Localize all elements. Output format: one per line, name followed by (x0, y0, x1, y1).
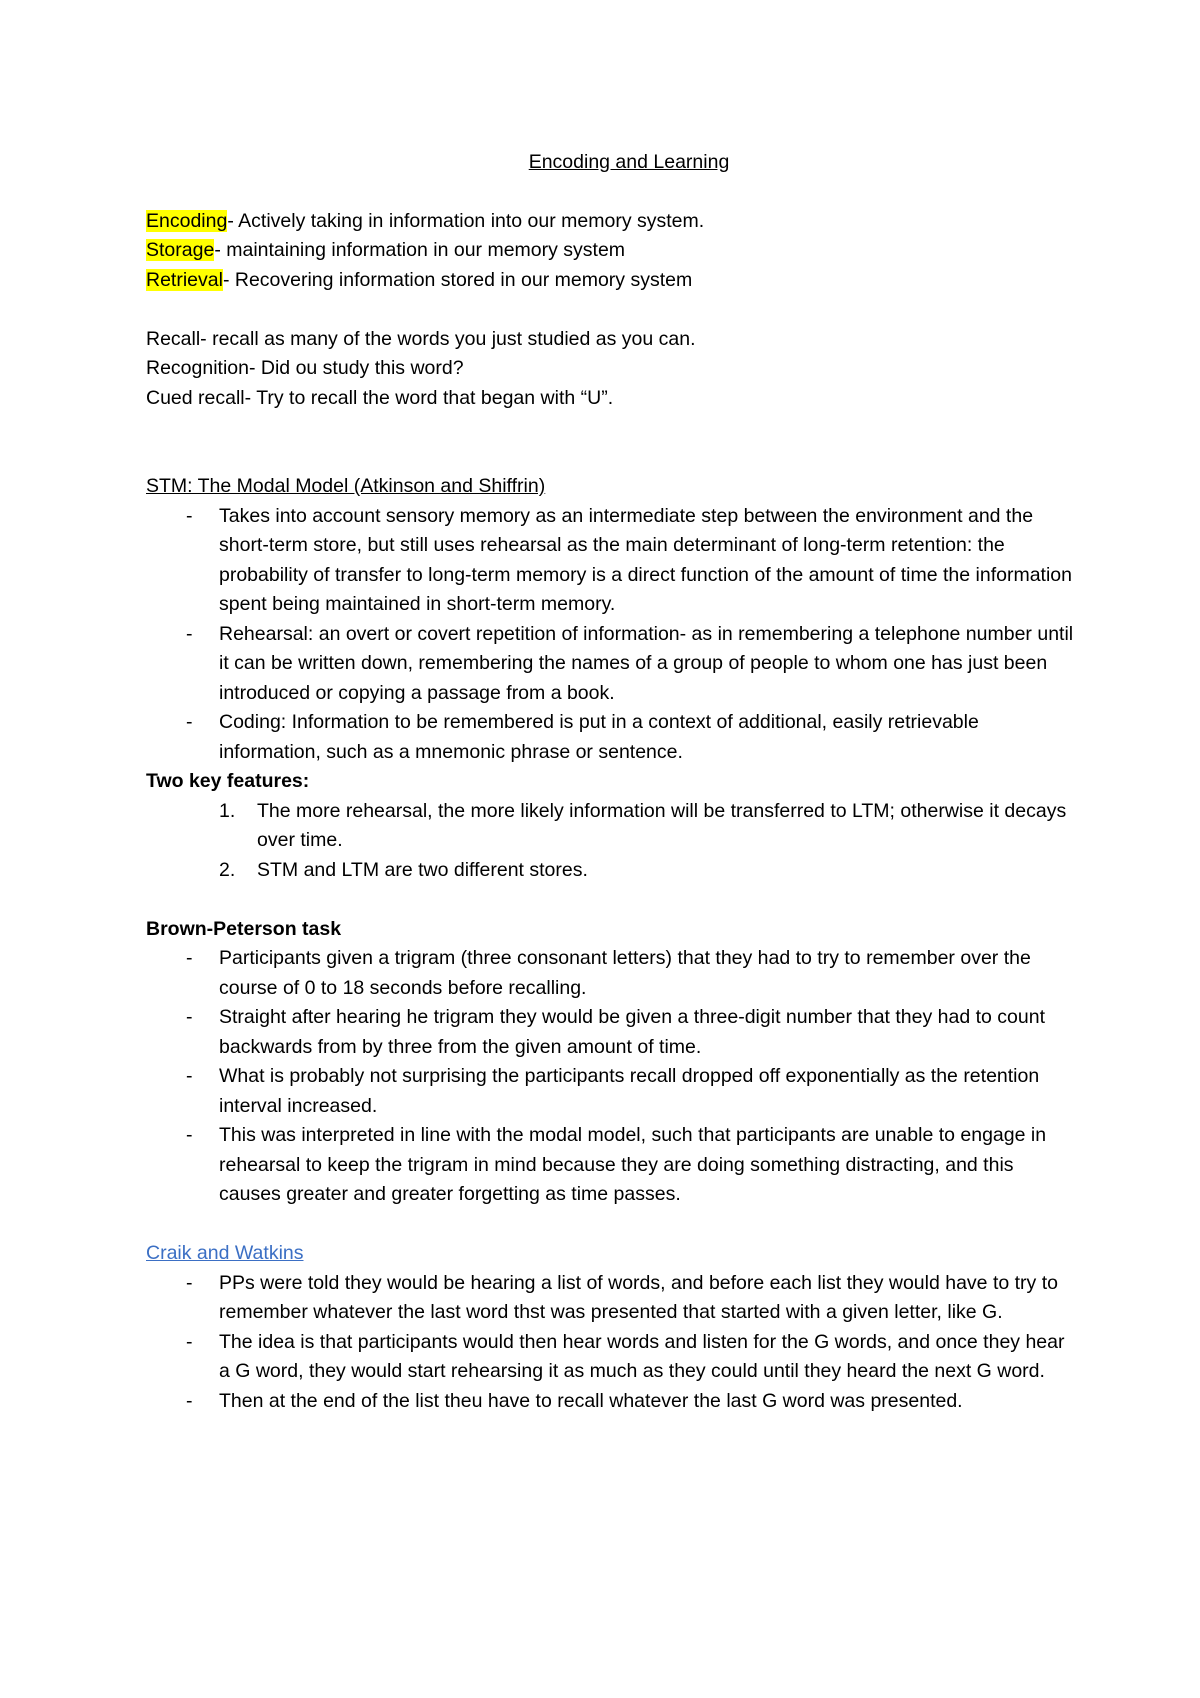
definitions-list (146, 207, 1080, 296)
item-text: STM and LTM are two different stores. (257, 858, 588, 881)
section-craik-watkins (146, 1239, 1080, 1416)
test-recognition: Recognition- Did ou study this word? (146, 357, 464, 379)
highlighted-term: Storage (146, 239, 215, 261)
highlighted-term: Retrieval (146, 268, 223, 291)
list-item: - Participants given a trigram (three consonant letters) that they had to try to remember over the course of 0 to 18 seconds before recalling. (146, 944, 1080, 1003)
list-item: - The idea is that participants would then hear words and listen for the G words, and once they hear a G word, they would start rehearsing it as much as they could until they heard the next G word. (146, 1328, 1080, 1387)
section-brown-peterson (146, 915, 1080, 1210)
section-heading: STM: The Modal Model (Atkinson and Shiffrin) (146, 475, 546, 497)
page-title: Encoding and Learning (528, 151, 730, 173)
spacer (146, 885, 1080, 915)
list-item: - Coding: Information to be remembered is put in a context of additional, easily retrievable information, such as a mnemonic phrase or sentence. (146, 708, 1080, 767)
definition-text: - Recovering information stored in our memory system (222, 268, 693, 291)
list-item: - Takes into account sensory memory as an intermediate step between the environment and the short-term store, but still uses rehearsal as the main determinant of long-term retention: the probability of transfer to long-term memory is a direct function of the amount of time the information spent being maintained in short-term memory. (146, 502, 1080, 620)
item-number: 1. (219, 799, 236, 822)
list-item (146, 856, 1080, 886)
list-item: - Rehearsal: an overt or covert repetition of information- as in remembering a telephone number until it can be written down, remembering the names of a group of people to whom one has just been introduced or copying a passage from a book. (146, 620, 1080, 709)
spacer (146, 413, 1080, 472)
test-cued-recall: Cued recall- Try to recall the word that began with “U”. (146, 386, 614, 409)
list-item: - Straight after hearing he trigram they would be given a three-digit number that they had to count backwards from by three from the given amount of time. (146, 1003, 1080, 1062)
highlighted-term: Encoding (146, 209, 228, 232)
section-heading: Brown-Peterson task (146, 917, 342, 940)
definition-text: - Actively taking in information into our memory system. (227, 209, 705, 232)
test-types-list (146, 325, 1080, 414)
spacer (146, 1210, 1080, 1240)
list-item: - PPs were told they would be hearing a list of words, and before each list they would have to try to remember whatever the last word thst was presented that started with a given letter, like G. (146, 1269, 1080, 1328)
list-item: - What is probably not surprising the participants recall dropped off exponentially as the retention interval increased. (146, 1062, 1080, 1121)
definition-text: - maintaining information in our memory system (214, 239, 626, 261)
bullet-list (146, 1269, 1080, 1417)
definition-encoding (146, 207, 1080, 237)
section-stm (146, 472, 1080, 885)
numbered-list (146, 797, 1080, 886)
bullet-list (146, 944, 1080, 1210)
bullet-list (146, 502, 1080, 768)
definition-retrieval (146, 266, 1080, 296)
list-item: - This was interpreted in line with the modal model, such that participants are unable to engage in rehearsal to keep the trigram in mind because they are doing something distracting, and this causes greater and greater forgetting as time passes. (146, 1121, 1080, 1210)
subheading: Two key features: (146, 770, 310, 792)
definition-storage (146, 236, 1080, 266)
item-number: 2. (219, 858, 236, 881)
list-item: - Then at the end of the list theu have to recall whatever the last G word was presented. (146, 1387, 1080, 1417)
item-text: The more rehearsal, the more likely information will be transferred to LTM; otherwise it decays over time. (257, 799, 1067, 851)
spacer (146, 295, 1080, 325)
list-item (146, 797, 1080, 856)
section-heading-link[interactable]: Craik and Watkins (146, 1242, 304, 1264)
test-recall: Recall- recall as many of the words you just studied as you can. (146, 327, 696, 350)
